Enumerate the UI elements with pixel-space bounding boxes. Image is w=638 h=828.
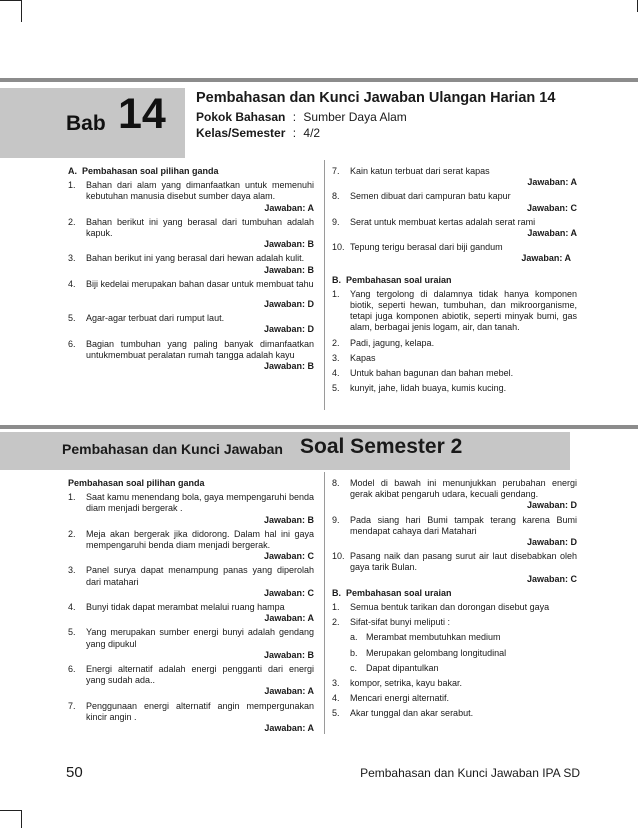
crop-mark (0, 0, 22, 1)
page-number: 50 (66, 764, 83, 781)
crop-mark (21, 810, 22, 828)
question-item (332, 478, 577, 512)
answer-key: Jawaban: C (526, 573, 577, 584)
essay-text: Untuk bahan bagunan dan bahan mebel. (350, 368, 514, 379)
sub-item-text: Merupakan gelombang longitudinal (366, 647, 507, 658)
essay-text: Sifat-sifat bunyi meliputi : (350, 617, 451, 628)
sub-item-letter: a. (350, 632, 358, 643)
essay-number: 5. (332, 708, 340, 719)
section-a-heading (68, 166, 314, 177)
question-text: Serat untuk membuat kertas adalah serat rami (350, 216, 536, 227)
essay-text: Akar tunggal dan akar serabut. (350, 708, 474, 719)
question-number: 4. (68, 278, 76, 289)
section-b-heading (332, 275, 577, 286)
essay-number: 1. (332, 288, 340, 299)
question-text: Saat kamu menendang bola, gaya mempengaruhi benda diam menjadi bergerak . (86, 492, 314, 514)
essay-number: 3. (332, 352, 340, 363)
question-item (68, 565, 314, 599)
answer-key: Jawaban: A (264, 613, 314, 624)
semester-section-a-heading (68, 478, 314, 489)
question-text: Pada siang hari Bumi tampak terang karena Bumi mendapat cahaya dari Matahari (350, 514, 577, 536)
essay-item (332, 353, 577, 364)
question-item (68, 180, 314, 214)
essay-item (332, 289, 577, 334)
answer-key: Jawaban: C (263, 551, 314, 562)
question-text: Panel surya dapat menampung panas yang diperolah dari matahari (86, 565, 314, 587)
question-item (68, 492, 314, 526)
column-divider (324, 472, 325, 734)
semester-band-title: Soal Semester 2 (300, 435, 463, 458)
question-item (332, 217, 577, 239)
question-text: Agar-agar terbuat dari rumput laut. (86, 313, 225, 324)
question-item (332, 515, 577, 549)
essay-item (332, 678, 577, 689)
question-number: 3. (68, 565, 76, 576)
section-title: Pembahasan soal uraian (346, 274, 452, 285)
question-number: 8. (332, 478, 340, 488)
answer-key: Jawaban: B (263, 239, 314, 250)
essay-number: 3. (332, 678, 340, 689)
topic-line (196, 110, 407, 124)
essay-text: kompor, setrika, kayu bakar. (350, 678, 463, 689)
sub-item-text: Dapat dipantulkan (366, 662, 439, 673)
section-title: Pembahasan soal pilihan ganda (68, 478, 205, 488)
uh-right-column (332, 166, 577, 398)
semester-section-b-heading (332, 588, 577, 599)
question-number: 7. (332, 166, 340, 176)
section-title: Pembahasan soal uraian (346, 587, 452, 598)
question-text: Meja akan bergerak jika didorong. Dalam hal ini gaya mempengaruhi benda diam menjadi bergerak. (86, 528, 314, 551)
crop-mark (21, 0, 22, 22)
answer-key: Jawaban: A (264, 723, 314, 734)
question-number: 5. (68, 627, 76, 638)
essay-text: Padi, jagung, kelapa. (350, 337, 435, 348)
essay-item (332, 383, 577, 394)
question-item (68, 339, 314, 373)
essay-number: 4. (332, 693, 340, 704)
question-item (68, 313, 314, 335)
question-number: 1. (68, 180, 76, 191)
question-text: Bahan berikut ini yang berasal dari tumbuhan adalah kapuk. (86, 216, 314, 239)
question-number: 10. (332, 551, 345, 562)
essay-text: Semua bentuk tarikan dan dorongan disebut gaya (350, 602, 550, 613)
answer-key: Jawaban: A (264, 202, 314, 213)
essay-text: kunyit, jahe, lidah buaya, kumis kucing. (350, 383, 507, 394)
essay-number: 1. (332, 602, 340, 613)
page-title: Pembahasan dan Kunci Jawaban Ulangan Harian 14 (196, 90, 556, 106)
topic-value: Sumber Daya Alam (303, 110, 407, 124)
essay-number: 2. (332, 337, 340, 348)
question-text: Bagian tumbuhan yang paling banyak dimanfaatkan untukmembuat peralatan rumah tangga adalah kayu (86, 338, 314, 360)
question-text: Bahan berikut ini yang berasal dari hewan adalah kulit. (86, 253, 305, 264)
class-label: Kelas/Semester (196, 126, 286, 140)
question-number: 4. (68, 602, 76, 613)
question-number: 5. (68, 313, 76, 324)
sub-item-letter: c. (350, 662, 358, 673)
book-title: Pembahasan dan Kunci Jawaban IPA SD (360, 766, 580, 780)
crop-mark (0, 810, 22, 811)
sub-item-text: Merambat membutuhkan medium (366, 632, 501, 643)
semester-rule (0, 425, 638, 429)
question-item (68, 602, 314, 624)
essay-text: Mencari energi alternatif. (350, 693, 450, 704)
topic-separator: : (292, 110, 297, 124)
question-text: Kain katun terbuat dari serat kapas (350, 166, 490, 176)
question-item (68, 627, 314, 661)
essay-number: 5. (332, 383, 340, 394)
sub-item-letter: b. (350, 647, 358, 658)
chapter-number: 14 (118, 90, 166, 138)
question-number: 8. (332, 191, 340, 202)
question-number: 6. (68, 338, 76, 349)
class-value: 4/2 (303, 126, 321, 140)
question-text: Bunyi tidak dapat merambat melalui ruang hampa (86, 602, 285, 613)
semester-right-column (332, 478, 577, 724)
question-text: Model di bawah ini menunjukkan perubahan energi gerak akibat pengaruh udara, kecuali gendang. (350, 478, 577, 500)
question-item (332, 166, 577, 188)
topic-label: Pokok Bahasan (196, 110, 286, 124)
section-letter: B. (332, 274, 341, 285)
answer-key: Jawaban: B (263, 361, 314, 372)
question-item (68, 664, 314, 698)
question-item (68, 529, 314, 563)
essay-item (332, 708, 577, 719)
essay-item (332, 368, 577, 379)
answer-key: Jawaban: A (527, 177, 577, 188)
header-rule (0, 78, 638, 82)
question-item (332, 191, 577, 213)
section-title: Pembahasan soal pilihan ganda (82, 166, 219, 176)
question-text: Semen dibuat dari campuran batu kapur (350, 191, 511, 202)
essay-text: Kapas (350, 352, 376, 363)
column-divider (324, 160, 325, 410)
class-separator: : (292, 126, 297, 140)
section-letter: B. (332, 587, 341, 598)
essay-item (332, 693, 577, 704)
question-item (68, 217, 314, 251)
question-text: Bahan dari alam yang dimanfaatkan untuk memenuhi kebutuhan manusia disebut sumber daya alam. (86, 180, 314, 202)
question-text: Energi alternatif adalah energi pengganti dari energi yang sudah ada.. (86, 664, 314, 686)
sub-item (350, 663, 577, 674)
question-text: Yang merupakan sumber energi bunyi adalah gendang yang dipukul (86, 627, 314, 649)
question-number: 1. (68, 492, 76, 503)
uh-left-column (68, 166, 314, 375)
answer-key: Jawaban: B (263, 264, 314, 275)
chapter-word: Bab (66, 112, 106, 135)
question-text: Penggunaan energi alternatif angin mempergunakan kincir angin . (86, 700, 314, 722)
question-text: Tepung terigu berasal dari biji gandum (350, 242, 503, 253)
answer-key: Jawaban: A (264, 686, 314, 697)
sub-item (350, 648, 577, 659)
essay-text: Yang tergolong di dalamnya tidak hanya komponen biotik, seperti hewan, tumbuhan, dan mikroorganisme, tetapi juga komponen abiotik, seperti minyak bumi, gas alam, berbagai jenis logam, air, dan tanah. (350, 288, 577, 333)
question-item (68, 279, 314, 310)
class-line (196, 126, 320, 140)
question-item (68, 253, 314, 275)
essay-number: 4. (332, 368, 340, 379)
question-text: Biji kedelai merupakan bahan dasar untuk membuat tahu (86, 278, 314, 289)
essay-number: 2. (332, 617, 340, 628)
question-item (332, 242, 577, 264)
essay-item (332, 602, 577, 613)
answer-key: Jawaban: D (263, 299, 314, 310)
essay-item (332, 338, 577, 349)
question-number: 10. (332, 242, 345, 253)
answer-key: Jawaban: B (263, 649, 314, 660)
semester-band-label: Pembahasan dan Kunci Jawaban (62, 441, 283, 457)
essay-item (332, 617, 577, 628)
answer-key: Jawaban: D (526, 500, 577, 511)
answer-key: Jawaban: D (526, 537, 577, 548)
question-number: 2. (68, 216, 76, 227)
question-number: 9. (332, 514, 340, 525)
section-letter: A. (68, 166, 77, 176)
answer-key: Jawaban: C (263, 587, 314, 598)
answer-key: Jawaban: A (527, 228, 577, 239)
question-number: 9. (332, 216, 340, 227)
answer-key: Jawaban: B (263, 514, 314, 525)
question-text: Pasang naik dan pasang surut air laut disebabkan oleh gaya tarik Bulan. (350, 551, 577, 573)
question-number: 7. (68, 700, 76, 711)
answer-key: Jawaban: A (521, 253, 571, 264)
answer-key: Jawaban: C (526, 202, 577, 213)
question-item (332, 551, 577, 585)
question-number: 3. (68, 253, 76, 264)
question-item (68, 701, 314, 735)
question-number: 6. (68, 664, 76, 675)
semester-left-column (68, 478, 314, 737)
answer-key: Jawaban: D (263, 324, 314, 335)
sub-item (350, 632, 577, 643)
question-number: 2. (68, 528, 76, 539)
